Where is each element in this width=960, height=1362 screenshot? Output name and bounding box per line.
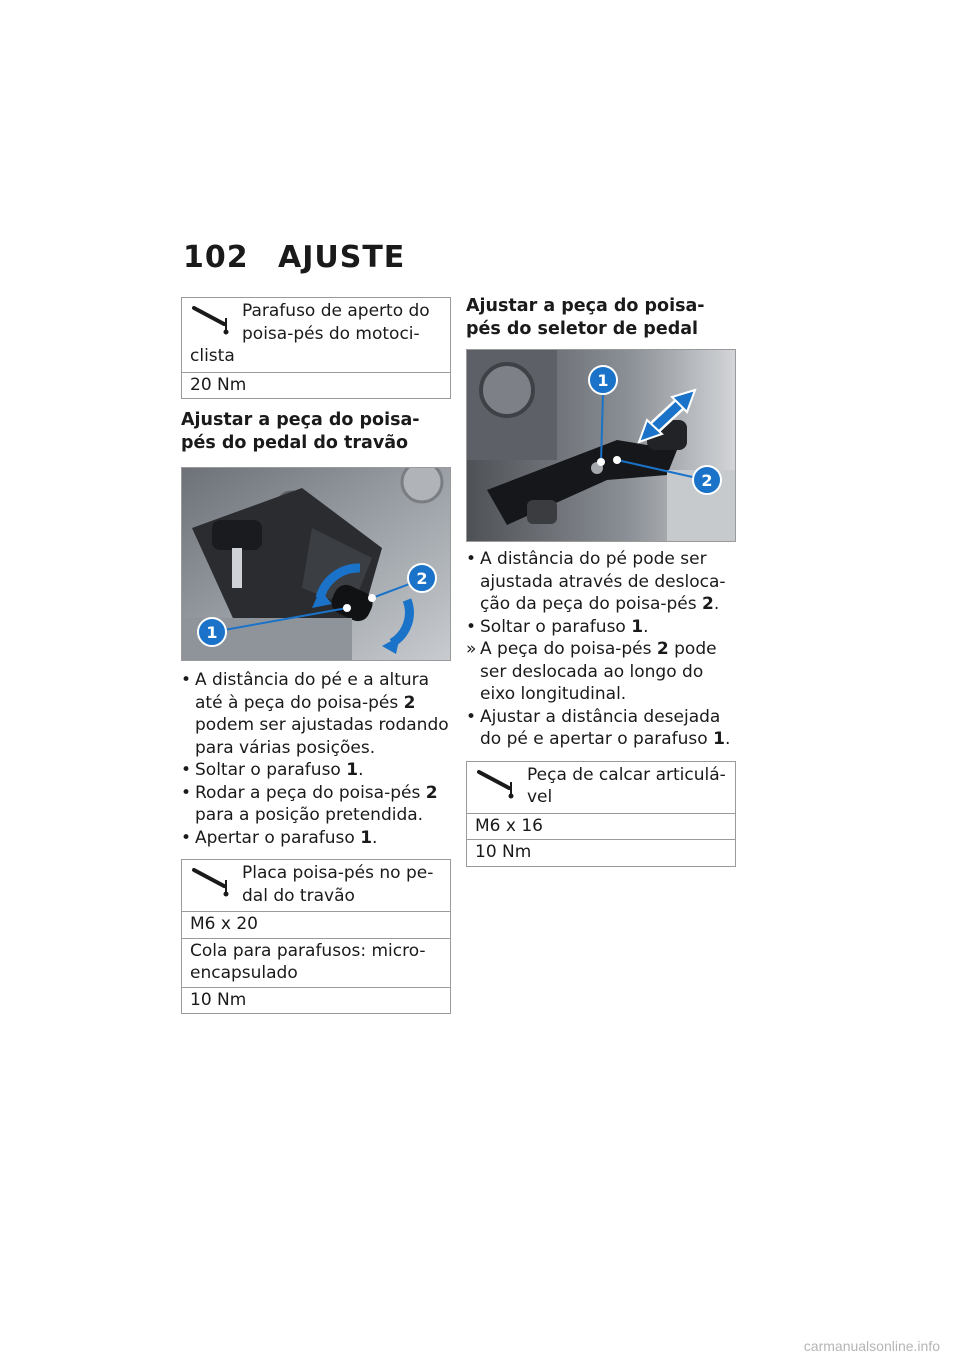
steps-list bbox=[181, 669, 451, 849]
torque-wrench-icon bbox=[475, 766, 523, 800]
page-number: 102 bbox=[183, 240, 249, 275]
spec-row: M6 x 20 bbox=[182, 912, 450, 939]
spec-row: 20 Nm bbox=[190, 374, 247, 395]
list-item: • Apertar o parafuso 1. bbox=[181, 827, 378, 848]
section-heading: Ajustar a peça do poisa-pés do seletor de pedal bbox=[466, 296, 705, 339]
svg-text:2: 2 bbox=[701, 471, 713, 490]
torque-spec-footrest bbox=[181, 297, 451, 399]
spec-title: Placa poisa-pés no pe-dal do travão bbox=[242, 863, 434, 906]
photo-brake-footrest bbox=[181, 467, 451, 661]
spec-row: 10 Nm bbox=[475, 842, 532, 862]
spec-title: Peça de calcar articulá-vel bbox=[527, 764, 726, 807]
svg-text:1: 1 bbox=[206, 623, 218, 642]
list-item: • Soltar o parafuso 1. bbox=[181, 760, 364, 780]
callout-2 bbox=[693, 466, 721, 494]
list-item: • Rodar a peça do poisa-pés 2 para a posição pretendida. bbox=[181, 782, 438, 825]
spec-title: Parafuso de aperto do poisa-pés do motoci-clista bbox=[190, 301, 430, 366]
list-item: • Soltar o parafuso 1. bbox=[466, 616, 649, 637]
torque-wrench-icon bbox=[190, 864, 238, 898]
callout-1 bbox=[198, 618, 226, 646]
page-header bbox=[183, 240, 405, 275]
callout-2 bbox=[408, 564, 436, 592]
svg-text:1: 1 bbox=[597, 371, 609, 390]
callout-1 bbox=[589, 366, 617, 394]
torque-wrench-icon bbox=[190, 302, 238, 336]
list-item: • A distância do pé pode ser ajustada através de desloca-ção da peça do poisa-pés 2. bbox=[466, 549, 726, 614]
svg-text:2: 2 bbox=[416, 569, 428, 588]
list-item: • Ajustar a distância desejada do pé e apertar o parafuso 1. bbox=[466, 706, 731, 749]
photo-shift-footrest bbox=[466, 349, 736, 542]
list-item: » A peça do poisa-pés 2 pode ser deslocada ao longo do eixo longitudinal. bbox=[466, 639, 717, 704]
spec-head bbox=[182, 860, 450, 912]
watermark[interactable]: carmanualsonline.info bbox=[803, 1338, 940, 1354]
torque-spec-shift-peg bbox=[466, 761, 736, 867]
left-column bbox=[181, 297, 451, 1014]
spec-head bbox=[467, 762, 735, 814]
section-heading: Ajustar a peça do poisa-pés do pedal do travão bbox=[181, 410, 420, 453]
right-column bbox=[466, 295, 736, 867]
spec-row: Cola para parafusos: micro-encapsulado bbox=[182, 939, 450, 988]
spec-head bbox=[182, 298, 450, 373]
section-title: AJUSTE bbox=[278, 240, 406, 275]
spec-row: 10 Nm bbox=[190, 989, 247, 1010]
list-item: • A distância do pé e a altura até à peça do poisa-pés 2 podem ser ajustadas rodando para várias posições. bbox=[181, 670, 449, 758]
steps-list bbox=[466, 548, 736, 751]
torque-spec-brake-plate bbox=[181, 859, 451, 1014]
spec-row: M6 x 16 bbox=[467, 814, 735, 841]
